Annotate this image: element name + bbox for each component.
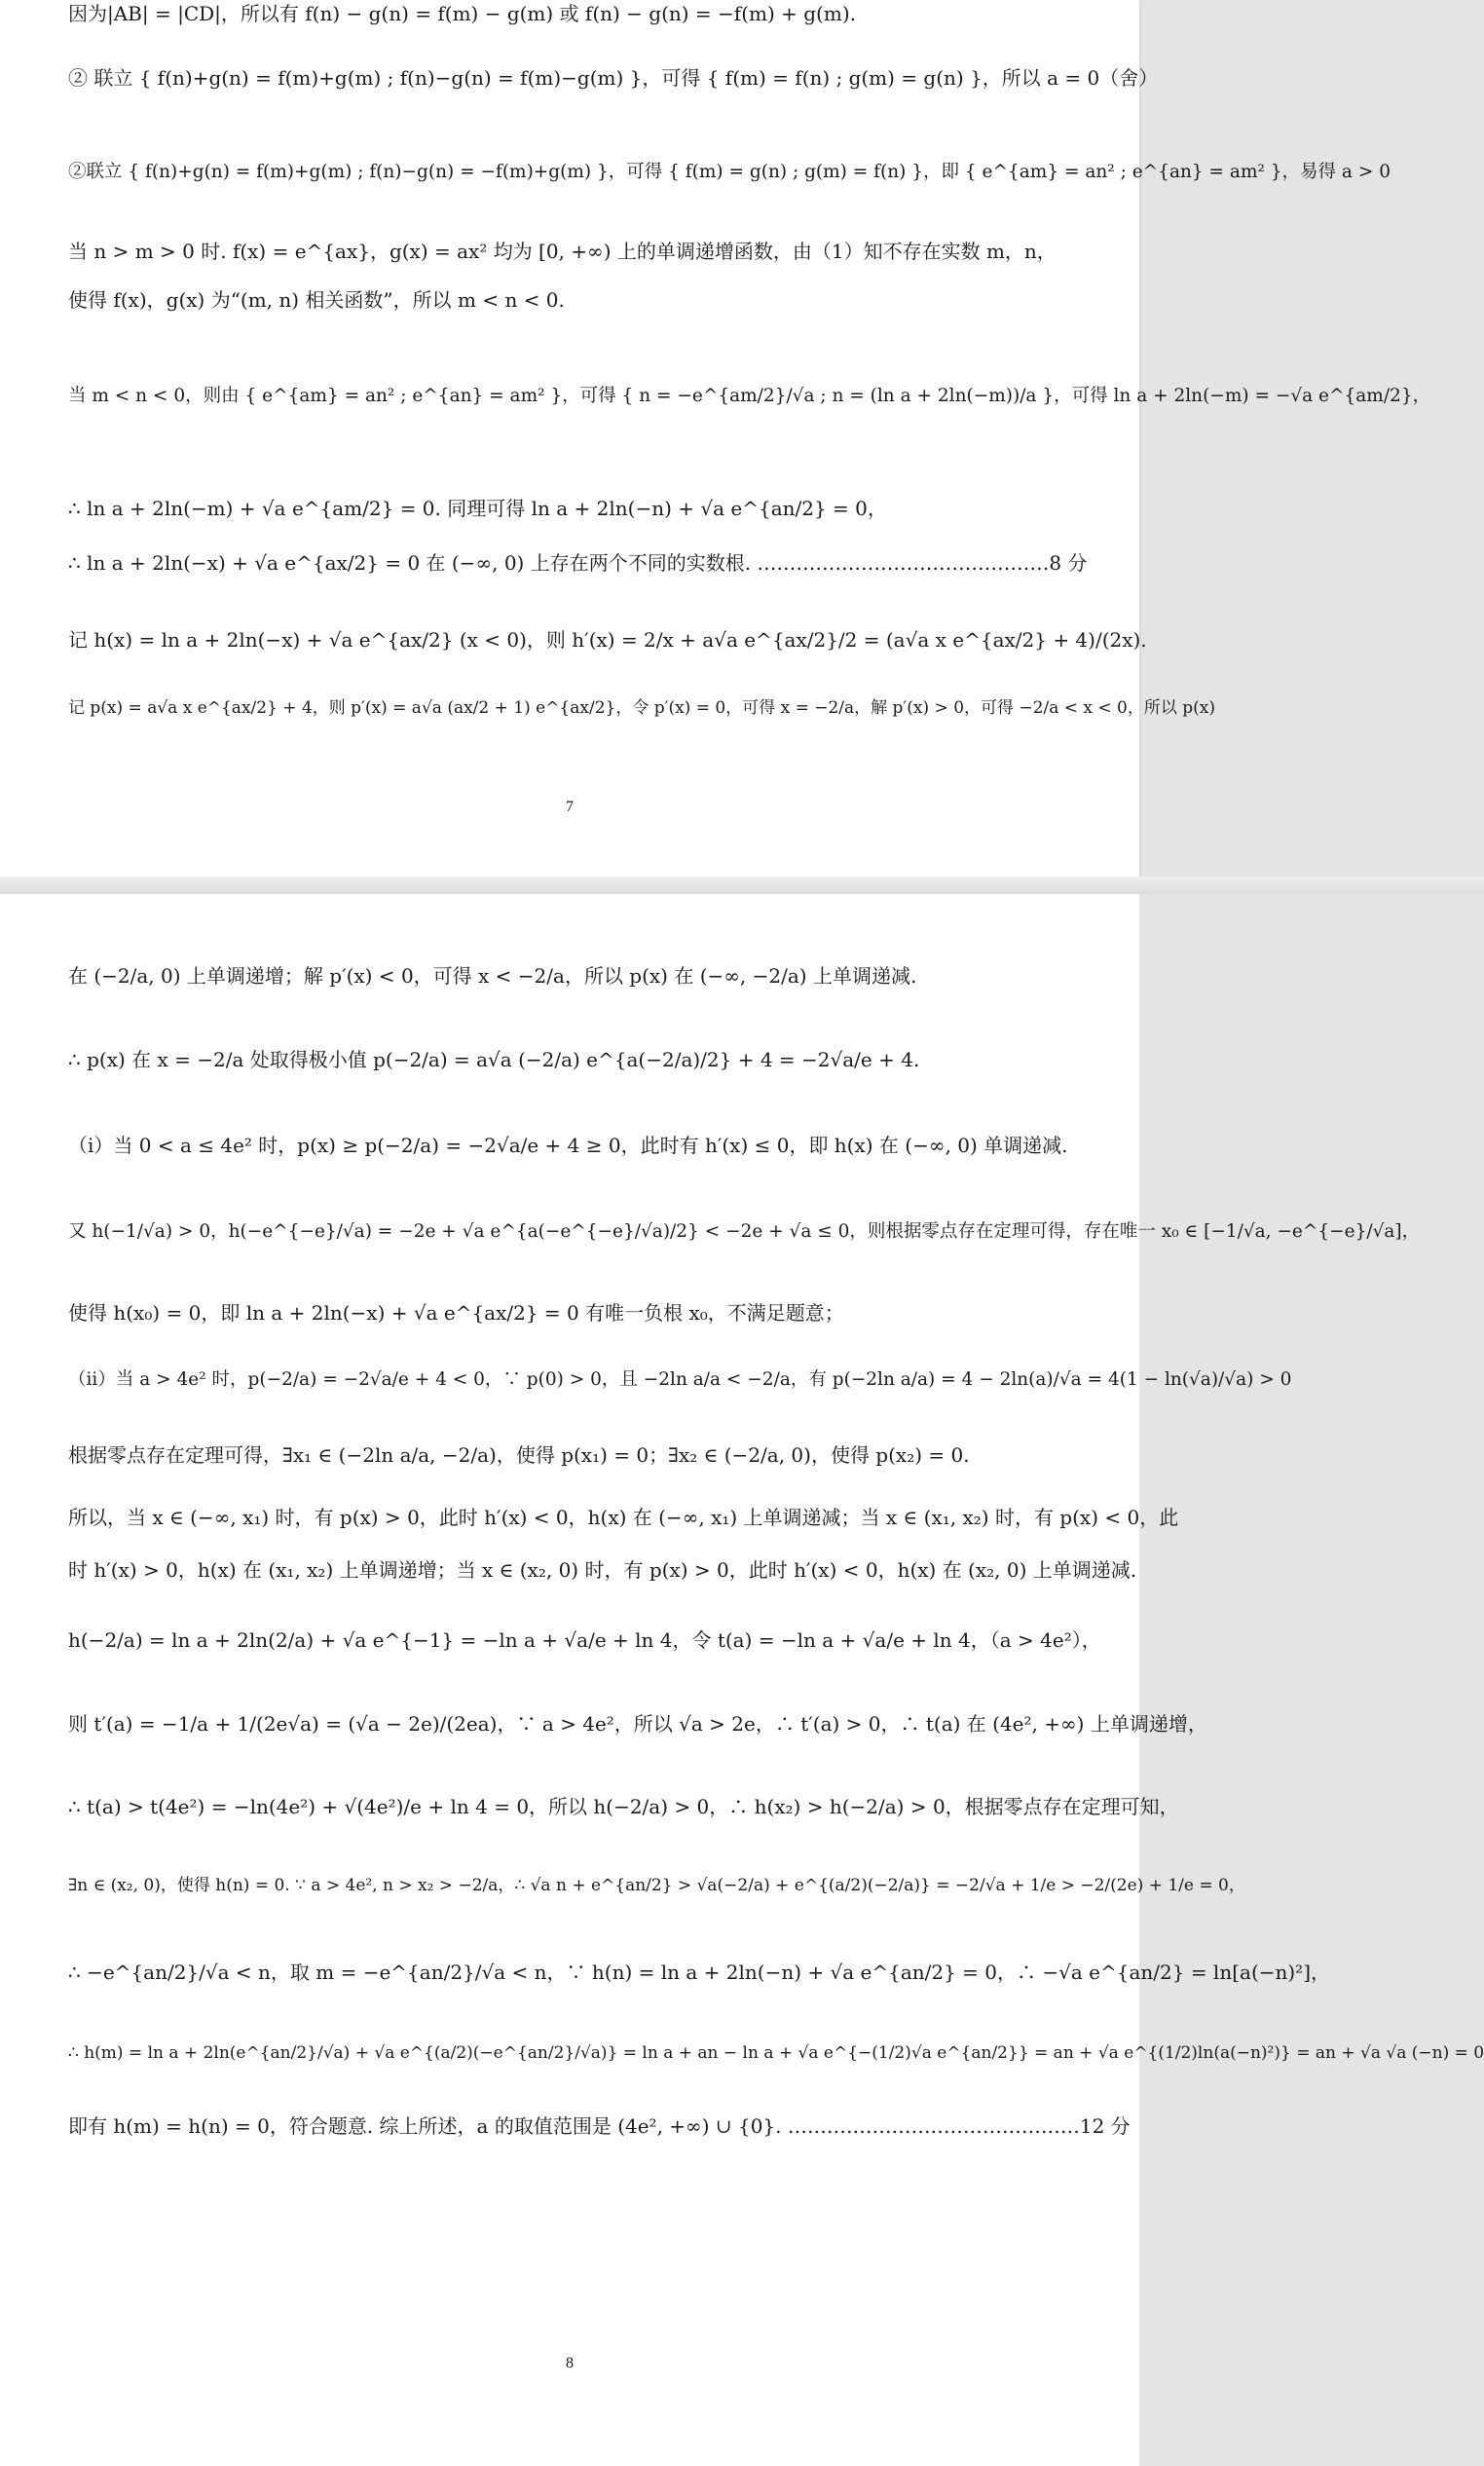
- text-line: 记 p(x) = a√a x e^{ax/2} + 4，则 p′(x) = a√a (ax/2 + 1) e^{ax/2}，令 p′(x) = 0，可得 x = −2/a，解 p′(x) > 0，可得 −2/a < x < 0，所以 p(x): [68, 698, 1215, 718]
- document-page-8: [0, 894, 1484, 2466]
- text-line: ∴ ln a + 2ln(−m) + √a e^{am/2} = 0. 同理可得 ln a + 2ln(−n) + √a e^{an/2} = 0，: [68, 497, 887, 520]
- text-line: ∴ t(a) > t(4e²) = −ln(4e²) + √(4e²)/e + ln 4 = 0，所以 h(−2/a) > 0，∴ h(x₂) > h(−2/a) > 0，根据零点存在定理可知，: [68, 1795, 1179, 1818]
- text-line: 在 (−2/a, 0) 上单调递增；解 p′(x) < 0，可得 x < −2/a，所以 p(x) 在 (−∞, −2/a) 上单调递减.: [68, 964, 917, 988]
- document-page-7: [0, 0, 1431, 877]
- text-line: ② 联立 { f(n)+g(n) = f(m)+g(m) ; f(n)−g(n) = f(m)−g(m) }，可得 { f(m) = f(n) ; g(m) = g(n) }，所以 a = 0（舍）: [68, 66, 1159, 90]
- text-line: ∃n ∈ (x₂, 0)，使得 h(n) = 0. ∵ a > 4e², n > x₂ > −2/a，∴ √a n + e^{an/2} > √a(−2/a) + e^{(a/2)(−2/a)} = −2/√a + 1/e > −2/(2e) + 1/e = 0，: [68, 1876, 1245, 1895]
- text-line: h(−2/a) = ln a + 2ln(2/a) + √a e^{−1} = −ln a + √a/e + ln 4，令 t(a) = −ln a + √a/e + ln 4，（a > 4e²），: [68, 1628, 1101, 1652]
- text-line: 所以，当 x ∈ (−∞, x₁) 时，有 p(x) > 0，此时 h′(x) < 0，h(x) 在 (−∞, x₁) 上单调递减；当 x ∈ (x₁, x₂) 时，有 p(x) < 0，此: [68, 1506, 1179, 1529]
- text-line: 时 h′(x) > 0，h(x) 在 (x₁, x₂) 上单调递增；当 x ∈ (x₂, 0) 时，有 p(x) > 0，此时 h′(x) < 0，h(x) 在 (x₂, 0) 上单调递减.: [68, 1558, 1137, 1582]
- text-line: 则 t′(a) = −1/a + 1/(2e√a) = (√a − 2e)/(2ea)，∵ a > 4e²，所以 √a > 2e，∴ t′(a) > 0，∴ t(a) 在 (4e², +∞) 上单调递增，: [68, 1712, 1207, 1736]
- text-line: 使得 h(x₀) = 0，即 ln a + 2ln(−x) + √a e^{ax/2} = 0 有唯一负根 x₀，不满足题意；: [68, 1301, 844, 1325]
- page-separator: [0, 877, 1484, 894]
- text-line: 记 h(x) = ln a + 2ln(−x) + √a e^{ax/2} (x < 0)，则 h′(x) = 2/x + a√a e^{ax/2}/2 = (a√a x e^{ax/2} + 4)/(2x).: [68, 628, 1147, 652]
- page-number: 7: [566, 799, 574, 815]
- text-line: （ii）当 a > 4e² 时，p(−2/a) = −2√a/e + 4 < 0，∵ p(0) > 0，且 −2ln a/a < −2/a，有 p(−2ln a/a) = 4 − 2ln(a)/√a = 4(1 − ln(√a)/√a) > 0: [68, 1369, 1292, 1390]
- text-line: 因为|AB| = |CD|，所以有 f(n) − g(n) = f(m) − g(m) 或 f(n) − g(n) = −f(m) + g(m).: [68, 2, 856, 25]
- text-line: 当 m < n < 0，则由 { e^{am} = an² ; e^{an} = am² }，可得 { n = −e^{am/2}/√a ; n = (ln a + 2ln(−m))/a }，可得 ln a + 2ln(−m) = −√a e^{am/2}，: [68, 386, 1431, 406]
- page-number: 8: [566, 2355, 574, 2372]
- text-line: 使得 f(x)，g(x) 为“(m, n) 相关函数”，所以 m < n < 0.: [68, 288, 565, 312]
- text-line: （i）当 0 < a ≤ 4e² 时，p(x) ≥ p(−2/a) = −2√a/e + 4 ≥ 0，此时有 h′(x) ≤ 0，即 h(x) 在 (−∞, 0) 单调递减.: [68, 1134, 1068, 1157]
- text-line: ∴ p(x) 在 x = −2/a 处取得极小值 p(−2/a) = a√a (−2/a) e^{a(−2/a)/2} + 4 = −2√a/e + 4.: [68, 1048, 920, 1071]
- text-line: 当 n > m > 0 时. f(x) = e^{ax}，g(x) = ax² 均为 [0, +∞) 上的单调递增函数，由（1）知不存在实数 m，n，: [68, 240, 1057, 263]
- text-line: ②联立 { f(n)+g(n) = f(m)+g(m) ; f(n)−g(n) = −f(m)+g(m) }，可得 { f(m) = g(n) ; g(m) = f(n) }，即 { e^{am} = an² ; e^{an} = am² }，易得 a > 0: [68, 162, 1391, 182]
- text-line: 即有 h(m) = h(n) = 0，符合题意. 综上所述，a 的取值范围是 (4e², +∞) ∪ {0}. ………………………………………12 分: [68, 2114, 1131, 2138]
- text-line: ∴ −e^{an/2}/√a < n，取 m = −e^{an/2}/√a < n，∵ h(n) = ln a + 2ln(−n) + √a e^{an/2} = 0，∴ −√a e^{an/2} = ln[a(−n)²]，: [68, 1961, 1331, 1984]
- text-line: ∴ h(m) = ln a + 2ln(e^{an/2}/√a) + √a e^{(a/2)(−e^{an/2}/√a)} = ln a + an − ln a + √a e^{−(1/2)√a e^{an/2}} = an + √a e^{(1/2)ln(a(−n)²)} = an + √a √a (−n) = 0: [68, 2043, 1484, 2063]
- text-line: 又 h(−1/√a) > 0，h(−e^{−e}/√a) = −2e + √a e^{a(−e^{−e}/√a)/2} < −2e + √a ≤ 0，则根据零点存在定理可得，存在唯一 x₀ ∈ [−1/√a, −e^{−e}/√a]，: [68, 1221, 1421, 1242]
- text-line: ∴ ln a + 2ln(−x) + √a e^{ax/2} = 0 在 (−∞, 0) 上存在两个不同的实数根. ………………………………………8 分: [68, 551, 1088, 575]
- text-line: 根据零点存在定理可得，∃x₁ ∈ (−2ln a/a, −2/a)，使得 p(x₁) = 0；∃x₂ ∈ (−2/a, 0)，使得 p(x₂) = 0.: [68, 1443, 970, 1467]
